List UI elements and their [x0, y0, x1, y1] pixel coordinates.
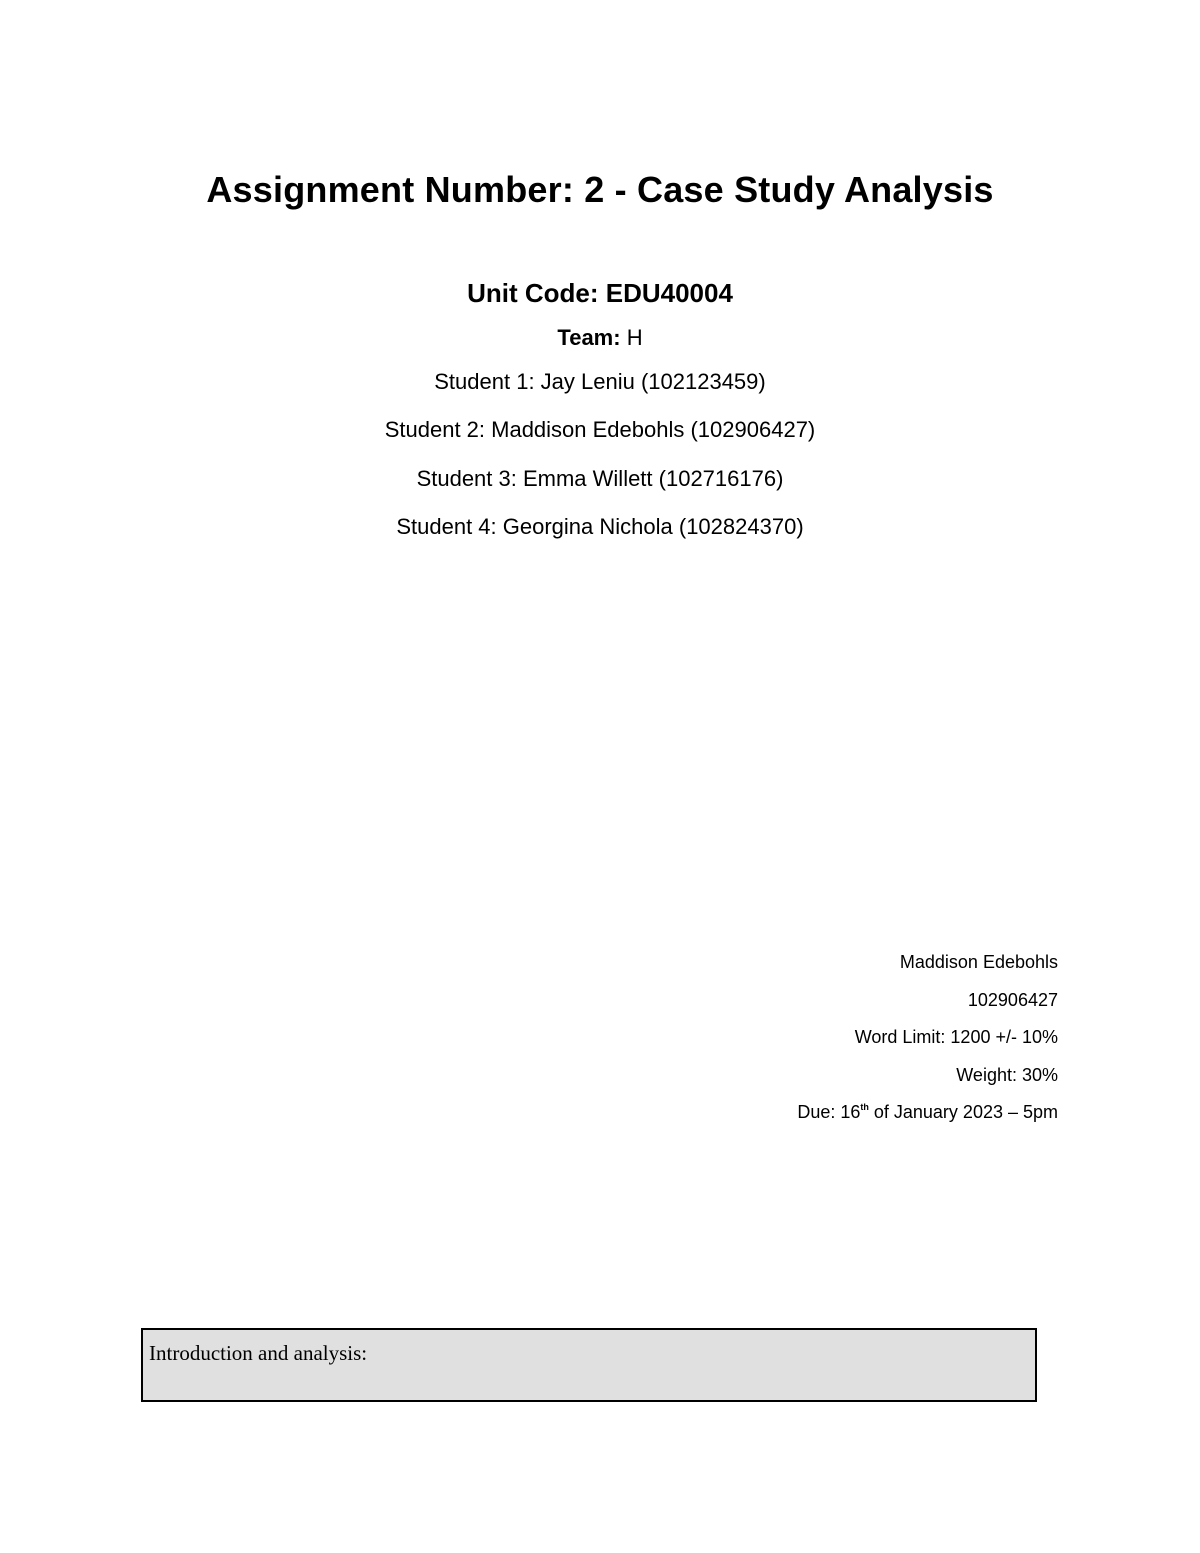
word-limit: Word Limit: 1200 +/- 10% [854, 1027, 1058, 1047]
student-3: Student 3: Emma Willett (102716176) [416, 466, 784, 491]
submitter-id: 102906427 [967, 990, 1058, 1010]
student-2: Student 2: Maddison Edebohls (102906427) [384, 417, 816, 442]
unit-code: Unit Code: EDU40004 [467, 278, 733, 308]
assignment-title: Assignment Number: 2 - Case Study Analysis [206, 169, 994, 210]
due-prefix: Due: 16 [797, 1102, 861, 1122]
student-4: Student 4: Georgina Nichola (102824370) [396, 514, 804, 539]
team-value: H [620, 325, 643, 350]
due-suffix: of January 2023 – 5pm [868, 1102, 1058, 1122]
submitter-name: Maddison Edebohls [899, 952, 1058, 972]
due-ordinal: th [860, 1102, 869, 1112]
weight: Weight: 30% [956, 1065, 1058, 1085]
team-line [0, 324, 1200, 352]
student-1: Student 1: Jay Leniu (102123459) [434, 369, 766, 394]
introduction-label: Introduction and analysis: [149, 1341, 368, 1365]
team-label: Team: [557, 325, 621, 350]
introduction-box [141, 1328, 1037, 1402]
due-date [797, 1100, 1058, 1124]
